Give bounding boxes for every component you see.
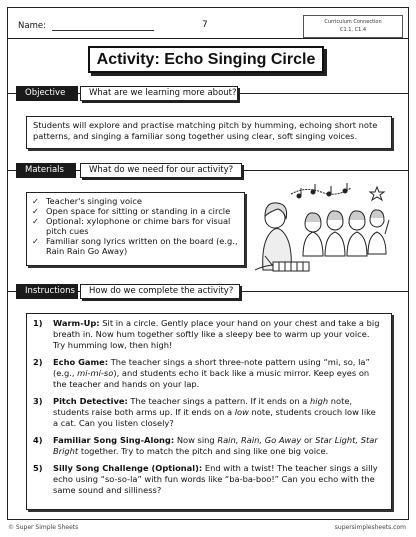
step-number: 2) (33, 357, 43, 367)
list-item: ✓ Familiar song lyrics written on the board (e.g., Rain Rain Go Away) (32, 236, 238, 256)
step-number: 3) (33, 396, 43, 406)
curriculum-connection-box (303, 15, 403, 38)
curriculum-title: Curriculum Connection (324, 19, 382, 25)
objective-question: What are we learning more about? (80, 86, 238, 101)
footer-site[interactable]: supersimplesheets.com (334, 524, 406, 531)
step-title: Familiar Song Sing-Along: (53, 435, 175, 445)
step-title: Echo Game: (53, 357, 109, 367)
materials-label: Materials (16, 163, 76, 178)
instruction-step: 2) Echo Game: The teacher sings a short three-note pattern using “mi, so, la” (e.g., mi-mi-so), and students echo it back like a music mirror. Keep eyes on the teacher and hands on your lap. (33, 357, 370, 389)
check-icon: ✓ (32, 196, 39, 206)
step-title: Silly Song Challenge (Optional): (53, 463, 203, 473)
header-divider (7, 38, 409, 39)
name-line[interactable] (52, 30, 154, 31)
singing-circle-illustration (255, 182, 391, 276)
list-item: ✓ Optional: xylophone or chime bars for visual pitch cues (32, 216, 231, 236)
instructions-list (26, 313, 392, 510)
instruction-step: 4) Familiar Song Sing-Along: Now sing Rain, Rain, Go Away or Star Light, Star Bright together. Try to match the pitch and sing like one big voice. (33, 435, 378, 456)
page-title: Activity: Echo Singing Circle (88, 46, 324, 73)
step-title: Warm-Up: (53, 318, 100, 328)
curriculum-codes: C1.1, C1.4 (339, 27, 367, 33)
instructions-label: Instructions (16, 284, 78, 299)
instruction-step: 1) Warm-Up: Sit in a circle. Gently place your hand on your chest and take a big breath in. Now hum together softly like a sleepy bee to warm up your voice. Try humming low, then high! (33, 318, 380, 350)
step-title: Pitch Detective: (53, 396, 128, 406)
instruction-step: 5) Silly Song Challenge (Optional): End with a twist! The teacher sings a silly echo using “so-so-la” with fun words like “ba-ba-boo!” Can you echo with the same sound and silliness? (33, 463, 378, 495)
instruction-step: 3) Pitch Detective: The teacher sings a pattern. If it ends on a high note, students raise both arms up. If it ends on a low note, students crouch low like a cat. Can you listen closely? (33, 396, 376, 428)
objective-text: Students will explore and practise matching pitch by humming, echoing short note patterns, and singing a familiar song together using clear, soft singing voices. (26, 116, 392, 149)
check-icon: ✓ (32, 206, 39, 216)
step-number: 4) (33, 435, 43, 445)
check-icon: ✓ (32, 236, 39, 246)
name-label: Name: (18, 21, 46, 31)
step-number: 1) (33, 318, 43, 328)
materials-list (26, 192, 245, 266)
footer-copyright: © Super Simple Sheets (8, 524, 79, 531)
list-item: ✓ Open space for sitting or standing in a circle (32, 206, 231, 216)
check-icon: ✓ (32, 216, 39, 226)
materials-question: What do we need for our activity? (80, 163, 242, 178)
instructions-question: How do we complete the activity? (80, 284, 240, 299)
page-number: 7 (202, 20, 208, 30)
list-item: ✓ Teacher's singing voice (32, 196, 143, 206)
step-number: 5) (33, 463, 43, 473)
objective-label: Objective (16, 86, 78, 101)
